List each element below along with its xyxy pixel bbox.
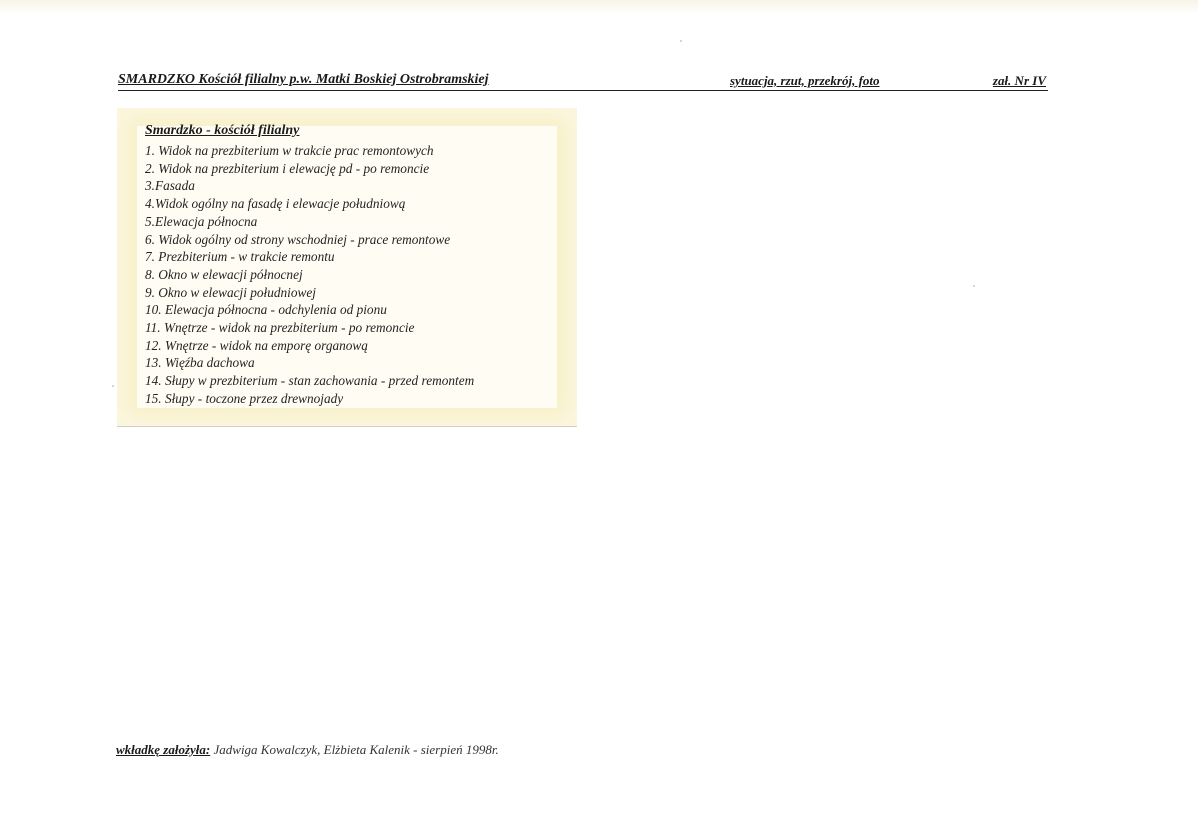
photo-list-card [117, 108, 577, 426]
list-item: 2. Widok na prezbiterium i elewację pd - po remoncie [145, 160, 430, 176]
card-divider [117, 426, 577, 427]
list-item: 14. Słupy w prezbiterium - stan zachowania - przed remontem [145, 373, 475, 389]
list-item: 7. Prezbiterium - w trakcie remontu [145, 249, 335, 265]
footer-authors: Jadwiga Kowalczyk, Elżbieta Kalenik - sierpień 1998r. [210, 742, 499, 757]
photo-list [145, 142, 474, 408]
list-item: 9. Okno w elewacji południowej [145, 284, 316, 300]
scan-speck [973, 285, 975, 287]
list-item: 1. Widok na prezbiterium w trakcie prac remontowych [145, 143, 434, 158]
scan-edge-tint [0, 0, 1198, 14]
footer-credit [116, 742, 499, 758]
footer-label: wkładkę założyła: [116, 742, 211, 757]
document-subtitle: sytuacja, rzut, przekrój, foto [730, 73, 880, 88]
list-item: 12. Wnętrze - widok na emporę organową [145, 337, 368, 353]
document-title: SMARDZKO Kościół filialny p.w. Matki Boskiej Ostrobramskiej [118, 72, 489, 87]
document-header [118, 70, 1048, 91]
list-item: 15. Słupy - toczone przez drewnojady [145, 390, 344, 406]
list-item: 13. Więźba dachowa [145, 355, 255, 371]
list-item: 3.Fasada [145, 178, 195, 194]
list-item: 11. Wnętrze - widok na prezbiterium - po remoncie [145, 320, 415, 336]
list-item: 8. Okno w elewacji północnej [145, 266, 303, 282]
list-item: 10. Elewacja północna - odchylenia od pionu [145, 302, 387, 318]
list-item: 4.Widok ogólny na fasadę i elewacje południową [145, 196, 406, 212]
scan-speck [680, 40, 682, 42]
list-item: 6. Widok ogólny od strony wschodniej - prace remontowe [145, 231, 451, 247]
list-item: 5.Elewacja północna [145, 213, 258, 229]
annex-number: zał. Nr IV [992, 73, 1046, 88]
photo-list-heading: Smardzko - kościół filialny [145, 123, 300, 138]
scan-speck [112, 385, 114, 387]
